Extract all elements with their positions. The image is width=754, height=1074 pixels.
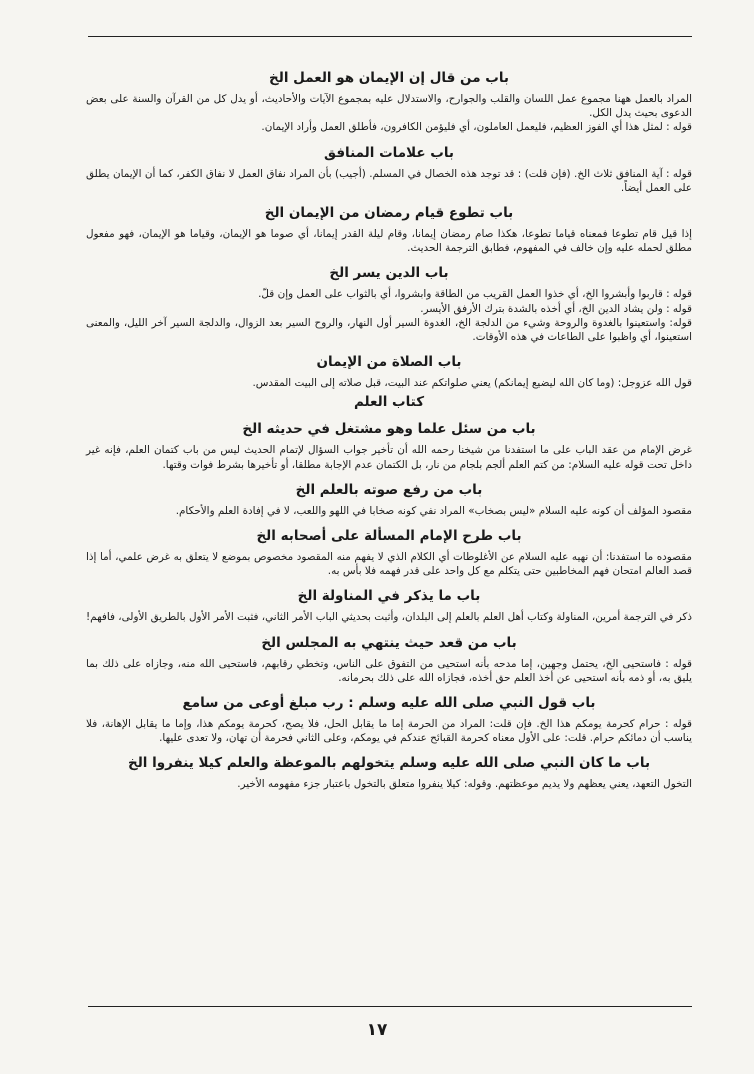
section-title: باب الدين يسر الخ <box>329 265 449 282</box>
paragraph: المراد بالعمل ههنا مجموع عمل اللسان والقلب والجوارح، والاستدلال عليه بمجموع الآيات والأحاديث، أو يدل كل من القرآن والسنة على بعض الدعوى بحيث يدل الكل. <box>86 93 692 120</box>
section-title: باب من رفع صوته بالعلم الخ <box>295 481 483 498</box>
section-title: باب من قال إن الإيمان هو العمل الخ <box>269 70 509 86</box>
page-number: ١٧ <box>366 1020 388 1040</box>
paragraph: غرض الإمام من عقد الباب على ما استفدنا من شيخنا رحمه الله أن تأخير جواب السؤال لإتمام الحديث ليس من باب كتمان العلم، فإنه غير داخل تحت قوله عليه السلام: من كتم العلم ألجم بلجام من نار، بل الكتمان عدم الإجابة مطلقا، أو تأخيرها بشرط فوات وقتها. <box>86 444 692 471</box>
section-title: باب الصلاة من الإيمان <box>316 354 462 371</box>
section-title: باب تطوع قيام رمضان من الإيمان الخ <box>264 205 514 222</box>
paragraph: إذا قيل قام تطوعا فمعناه قياما تطوعا، هكذا صام رمضان إيمانا، وقام ليلة القدر إيمانا، أي صوما هو الإيمان، وقياما هو الإيمان، فهو مفعول مطلق لحمله عليه وإن خالف في المفهوم، فطابق الترجمة الحديث. <box>86 228 692 255</box>
page-body <box>86 70 692 802</box>
book-title: كتاب العلم <box>353 394 425 411</box>
top-rule <box>88 36 692 37</box>
section-title: باب طرح الإمام المسألة على أصحابه الخ <box>256 528 522 545</box>
section-title: باب علامات المنافق <box>324 144 454 161</box>
section-title: باب ما يذكر في المناولة الخ <box>297 588 481 605</box>
paragraph: التخول التعهد، يعني يعظهم ولا يديم موعظتهم. وقوله: كيلا ينفروا متعلق بالتخول باعتبار جزء مفهومه الأخير. <box>237 778 692 791</box>
section-title: باب ما كان النبي صلى الله عليه وسلم يتخولهم بالموعظة والعلم كيلا ينفروا الخ <box>127 755 651 772</box>
paragraph: قوله : آية المنافق ثلاث الخ. (فإن قلت) : قد توجد هذه الخصال في المسلم. (أجيب) بأن المراد نفاق العمل لا نفاق الكفر، كما أن الإيمان يطلق على العمل أيضاً. <box>86 167 692 194</box>
section-title: باب من قعد حيث ينتهي به المجلس الخ <box>261 634 517 651</box>
paragraph: قوله: واستعينوا بالغدوة والروحة وشيء من الدلجة الخ، الغدوة السير أول النهار، والروح السير بعد الزوال، والدلجة السير آخر الليل، والمعنى استعينوا، أي واظبوا على الطاعات في هذه الأوقات. <box>86 316 692 344</box>
section-title: باب من سئل علما وهو مشتغل في حديثه الخ <box>242 421 536 438</box>
paragraph: قوله : قاربوا وأبشروا الخ، أي خذوا العمل القريب من الطاقة وابشروا، أي بالثواب على العمل وإن قلّ. <box>258 288 692 301</box>
paragraph: قوله : ولن يشاد الدين الخ، أي أخذه بالشدة بترك الأرفق الأيسر. <box>420 302 692 315</box>
paragraph: قول الله عزوجل: (وما كان الله ليضيع إيمانكم) يعني صلواتكم عند البيت، قبل صلاته إلى البيت المقدس. <box>252 377 692 390</box>
paragraph: قوله : فاستحيى الخ، يحتمل وجهين، إما مدحه بأنه استحيى من التفوق على الناس، وتخطي رقابهم، فاستحيى الله منه، وجازاه على ذلك بما يليق به، أو ذمه بأنه استحيى عن أخذ العلم حق أخذه، فجازاه الله على ذلك بحرمانه. <box>86 657 692 684</box>
bottom-rule <box>88 1006 692 1007</box>
paragraph: ذكر في الترجمة أمرين، المناولة وكتاب أهل العلم بالعلم إلى البلدان، وأثبت بحديثي الباب الأمر الثاني، فثبت الأمر الأول بالطريق الأولى، فافهم! <box>86 611 692 624</box>
paragraph: قوله : حرام كحرمة يومكم هذا الخ. فإن قلت: المراد من الحرمة إما ما يقابل الحل، فلا يصح، كحرمة يومكم هذا، وإما ما يقابل الإهانة، فلا يناسب أن دمائكم حرام. قلت: على الأول معناه كحرمة القبائح عندكم في يومكم، وعلى الثاني فحرمة أن تهان، ولا تعدى عليها. <box>86 718 692 745</box>
paragraph: مقصوده ما استفدنا: أن نهيه عليه السلام عن الأغلوطات أي الكلام الذي لا يفهم منه المقصود مخصوص بموضع لا يتعلق به غرض علمي، أما إذا قصد العالم امتحان فهم المخاطبين حتى يتكلم مع كل واحد على قدر فهمه فلا بأس به. <box>86 551 692 578</box>
paragraph: مقصود المؤلف أن كونه عليه السلام «ليس بصخاب» المراد نفي كونه صخابا في اللهو واللعب، لا في إفادة العلم والأحكام. <box>175 504 692 517</box>
paragraph: قوله : لمثل هذا أي الفوز العظيم، فليعمل العاملون، أي فليؤمن الكافرون، فأطلق العمل وأراد الإيمان. <box>261 121 692 134</box>
section-title: باب قول النبي صلى الله عليه وسلم : رب مبلغ أوعى من سامع <box>182 695 596 712</box>
